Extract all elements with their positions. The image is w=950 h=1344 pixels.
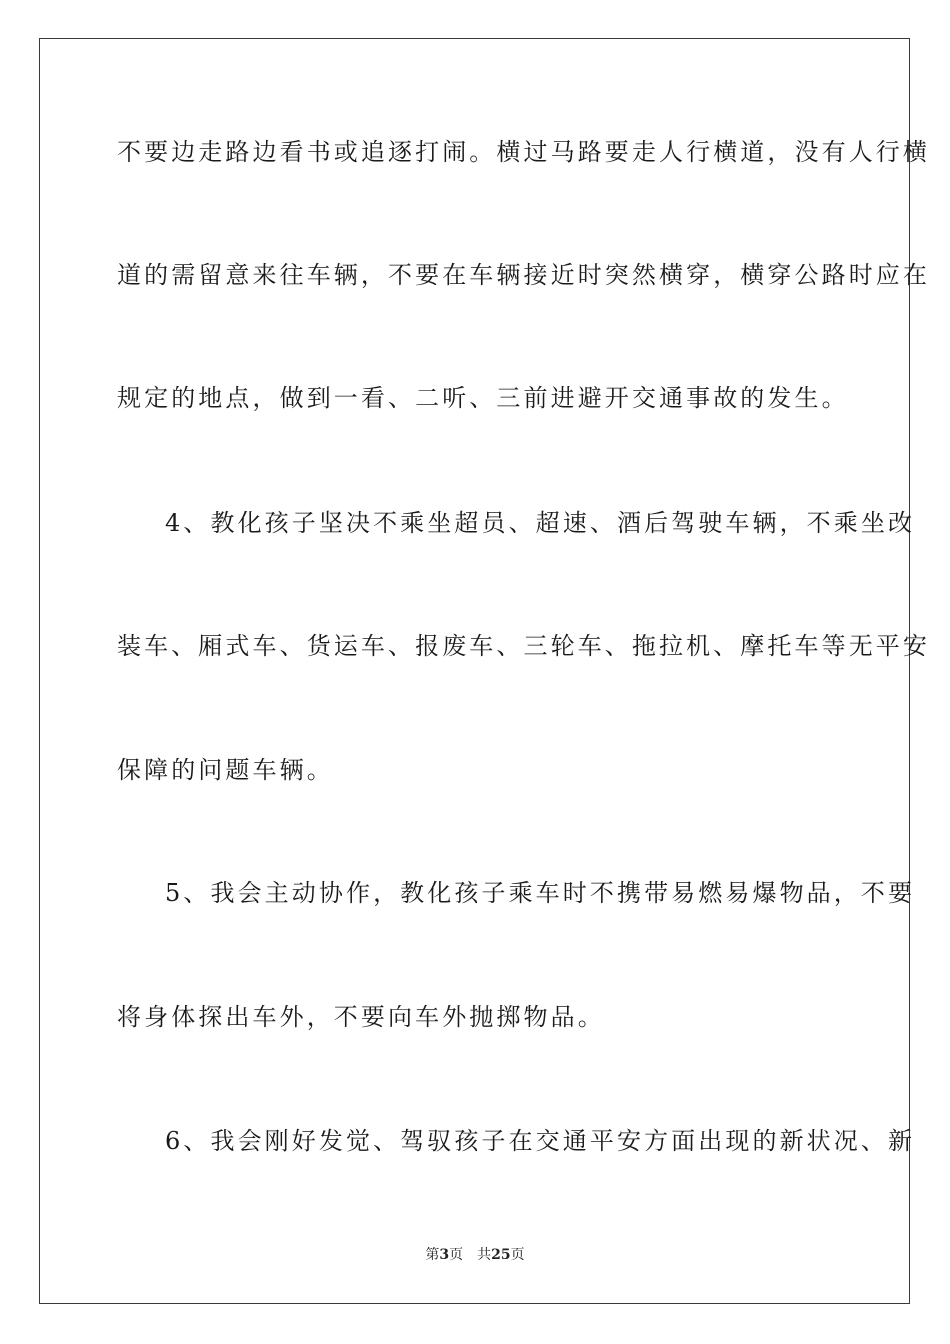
paragraph-4-start: 4、教化孩子坚决不乘坐超员、超速、酒后驾驶车辆，不乘坐改 (165, 509, 916, 537)
body-text-line: 不要边走路边看书或追逐打闹。横过马路要走人行横道，没有人行横 (117, 138, 930, 166)
paragraph-5-start: 5、我会主动协作，教化孩子乘车时不携带易燃易爆物品，不要 (165, 879, 916, 907)
paragraph-6-start: 6、我会刚好发觉、驾驭孩子在交通平安方面出现的新状况、新 (165, 1127, 916, 1155)
body-text-line: 将身体探出车外，不要向车外抛掷物品。 (117, 1003, 605, 1031)
page-footer (0, 1245, 950, 1265)
body-text-line: 装车、厢式车、货运车、报废车、三轮车、拖拉机、摩托车等无平安 (117, 632, 930, 660)
total-suffix: 页 (510, 1247, 525, 1263)
total-prefix: 共 (477, 1247, 492, 1263)
body-text-line: 保障的问题车辆。 (117, 756, 334, 784)
page-suffix: 页 (449, 1247, 464, 1263)
body-text-line: 规定的地点，做到一看、二听、三前进避开交通事故的发生。 (117, 384, 849, 412)
body-text-line: 道的需留意来往车辆，不要在车辆接近时突然横穿，横穿公路时应在 (117, 261, 930, 289)
page-border (39, 38, 930, 1304)
total-page-number: 25 (491, 1247, 511, 1263)
current-page-number: 3 (439, 1247, 450, 1263)
page-prefix: 第 (425, 1247, 440, 1263)
